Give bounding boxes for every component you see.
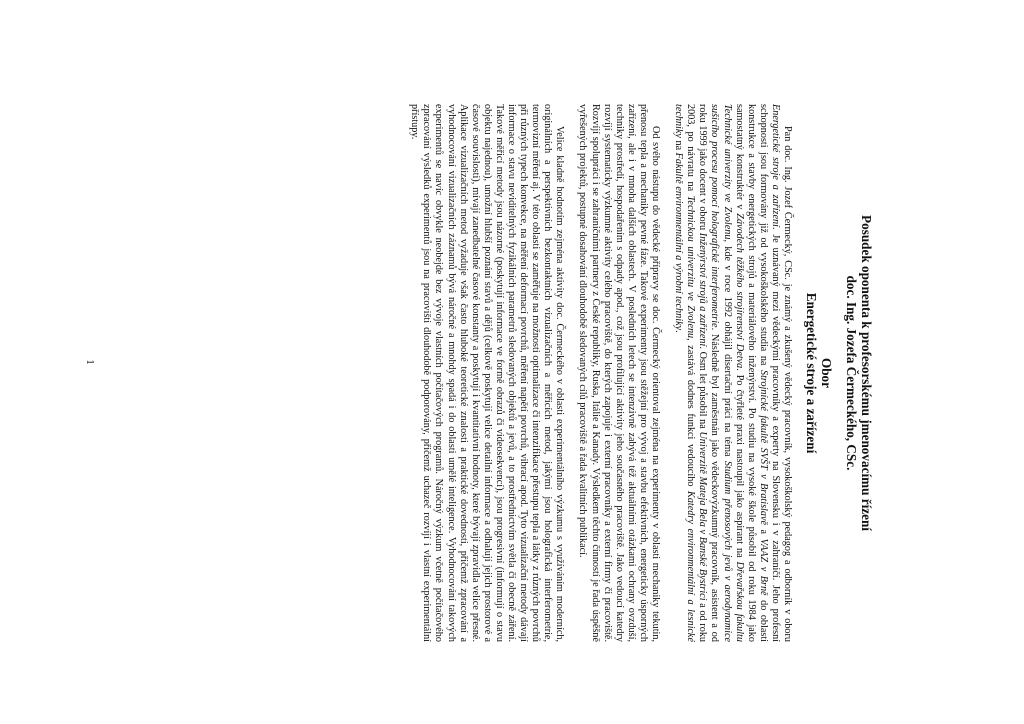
text-run: do oblasti konstrukce a stavby energetických strojů a materiálového inženýrství. Po studiu na vysoké škole působil od roku 1984 jako samostatný konstruktér v: [733, 104, 769, 642]
text-run: na: [673, 137, 685, 153]
text-run: .: [673, 330, 685, 333]
italic-run: Dřevařskou fakultu Technické univerzity ve Zvolenu: [721, 104, 745, 642]
italic-run: Energetické stroje a zařízení: [769, 104, 781, 227]
document-body: [408, 104, 793, 642]
text-run: Pan doc. Ing. Jozef Čermecký, CSc. je známý a zkušený vědecký pracovník, vysokoškolský pedagog a odborník v oboru: [782, 126, 793, 642]
text-run: , kde v roce 1992 obhájil disertační práci na téma: [721, 239, 733, 461]
text-run: Velice kladně hodnotím zejména aktivity doc. Čermeckého v oblasti experimentálního výzkumu s využíváním moderních, originálních a perspektivních bezkontaktních vizualizačních a měřicích metod, jakými jsou holografická interferometrie, termovizní měření aj. V této oblasti se zaměřuje na možnosti optimalizace či intenzifikace přestupu tepla a látky z různých povrchů při různých typech konvekce, na měření deformací povrchů, měření napětí povrchů, vibrací apod. Tyto vizualizační metody dávají informace o stavu neviditelných fyzikálních parametrů sledovaných objektů a jevů, a to prostřednictvím světla či obecně záření. Takové měřicí metody jsou názorné (poskytují informace ve formě obrazů či videosekvencí), jsou progresivní (informují o stavu objektu najednou), umožní hlubší poznání stavů a dějů (celkově poskytují velice detailní informace a odhalují jejich prostorové a časové souvislosti), mívají zanedbatelné časové konstanty a poskytují i kvantitativní hodnoty, které bývají zpravidla velice přesné. Aplikace vizualizačních metod vyžaduje však často hluboké teoretické znalosti a praktické dovednosti, přičemž zpracování a vyhodnocování vizualizačních záznamů bývá náročné a mnohdy spadá i do oblasti umělé inteligence. Vyhodnocování takových experimentů se navíc obvykle neobejde bez vývoje vlastních počítačových programů. Náročný výzkum včetně počítačového zpracování výsledků experimentů jsou na pracovišti dlouhodobě podporovány, přičemž uchazeč rozvíjí i vlastní experimentální přístupy.: [409, 104, 566, 642]
text-run: , zastává dodnes funkci vedoucího: [685, 338, 697, 492]
italic-run: Fakultě environmentální a výrobní techniky: [673, 152, 685, 331]
italic-run: Katedry environmentální a lesnické techniky: [673, 104, 697, 642]
text-run: . Následně byl zaměstnán jako vědeckovýzkumný pracovník, asistent a od roku 1999 jako docent v oboru: [697, 104, 721, 642]
obor-name: Energetické stroje a zařízení: [804, 292, 819, 454]
text-run: a: [757, 525, 769, 539]
italic-run: Závodech těžkého strojírenství Detva: [733, 213, 745, 369]
italic-run: Strojnícké fakultě SVŠT v Bratislavě: [757, 369, 769, 526]
italic-run: Inženýrství strojů a zařízení: [697, 232, 709, 347]
text-run: . Po čtyřleté praxi nastoupil jako aspirant na: [733, 368, 745, 562]
paragraph: [576, 104, 661, 642]
title-line-2: doc. Ing. Jozefa Čermeckého, CSc.: [844, 275, 859, 471]
page-number: 1: [84, 359, 96, 365]
italic-run: VAAZ v Brně: [757, 538, 769, 596]
paragraph: [672, 104, 793, 642]
italic-run: Studium přenosových jevů v aerodynamice sušicího procesu pomocí holografické interferometrie: [709, 104, 733, 642]
italic-run: Technickou univerzitu ve Zvolenu: [685, 195, 697, 339]
obor-label: Obor: [819, 357, 834, 389]
text-run: a od roku 2003, po návratu na: [685, 104, 709, 643]
paragraph: [408, 104, 565, 642]
title-line-1: Posudek oponenta k profesorskému jmenovacímu řízení: [859, 215, 874, 531]
text-run: . Je uznávaný mezi vědeckými pracovníky a experty na Slovensku i v zahraničí. Jeho profesní schopnosti jsou formovány již od vysokoškolského studia na: [757, 104, 781, 642]
text-run: Od svého nástupu do vědecké přípravy se doc. Čermecký orientoval zejména na experimenty v oblasti mechaniky tekutin, přenosu tepla a mechaniky pevné fáze. Takové experimenty jsou stěžejní pro vývoj a stavbu efektivních, energeticky úsporných zařízení, ale i v mnoha dalších oblastech. V posledních letech se intenzivně zabývá též aktuálními otázkami ochrany ovzduší, techniky prostředí, hospodařením s odpady apod., což jsou profilující aktivity jeho současného pracoviště. Jako vedoucí katedry rozvíjí systematicky výzkumné aktivity celého pracoviště, do kterých zapojuje i externí pracovníky a externí firmy či pracoviště. Rozvíjí spolupráci i se zahraničními partnery z České republiky, Ruska, Itálie a Kanady. Výsledkem těchto činností je řada úspěšně vyřešených projektů, postupné dosahování dlouhodobě sledovaných cílů pracoviště a řada kvalitních publikací.: [577, 104, 662, 642]
text-run: . Osm let působil na: [697, 346, 709, 432]
italic-run: Univerzitě Mateja Bela v Banské Bystrici: [697, 431, 709, 601]
document-title: [804, 104, 874, 642]
